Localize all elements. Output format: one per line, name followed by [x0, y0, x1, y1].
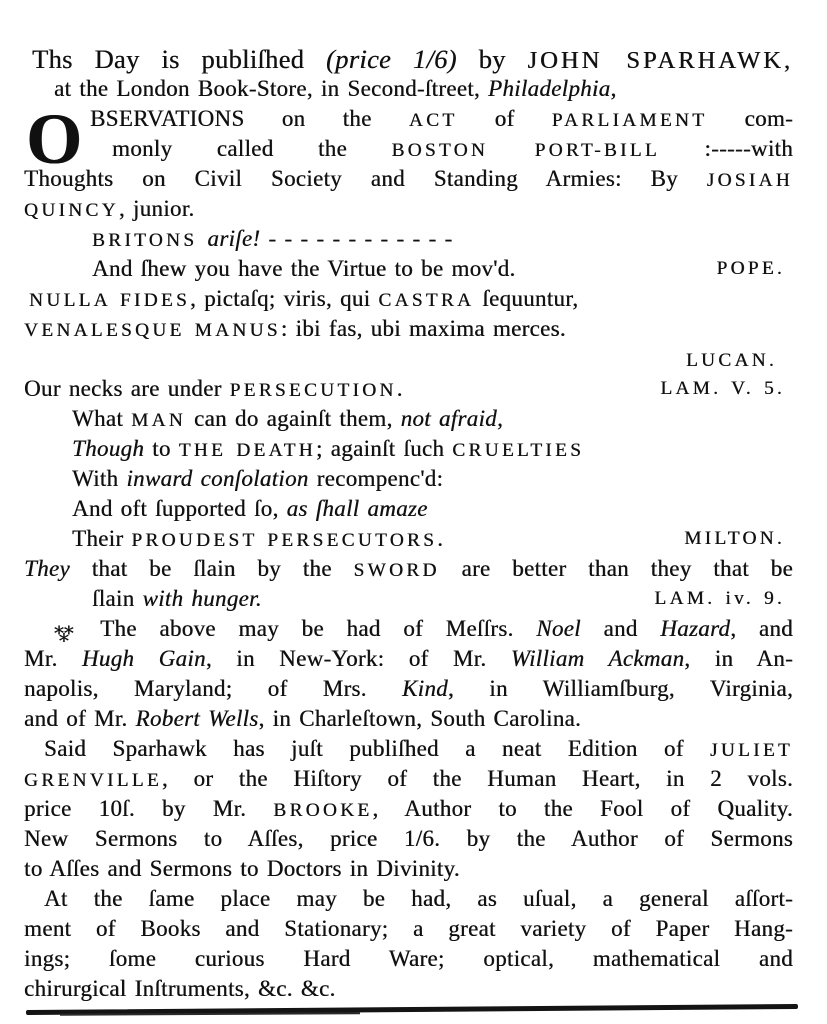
text-segment: ſlain	[92, 586, 143, 611]
text-segment: - - - - - - - - - - - -	[260, 226, 453, 251]
text-segment: JULIET	[710, 740, 793, 761]
text-segment: price 10ſ. by Mr.	[24, 796, 274, 821]
text-line	[24, 674, 793, 704]
text-segment: ; againſt ſuch	[315, 436, 453, 461]
text-segment: at the London Book-Store, in Second-ſtreet,	[54, 76, 488, 101]
text-segment: BOSTON PORT-BILL	[391, 140, 660, 161]
text-segment: , pictaſq; viris, qui	[189, 286, 379, 311]
text-line	[24, 134, 793, 164]
text-line	[24, 704, 793, 734]
text-line	[24, 494, 793, 524]
text-segment: NULLA FIDES	[29, 290, 190, 311]
text-line	[24, 794, 793, 824]
text-segment: William Ackman	[510, 646, 685, 671]
text-segment: LUCAN.	[685, 350, 777, 371]
text-line	[24, 404, 793, 434]
text-segment: BRITONS	[92, 230, 208, 251]
text-segment: Noel	[536, 616, 581, 641]
text-segment: At the ſame place may be had, as uſual, a general aſſort-	[44, 886, 793, 911]
text-segment: Robert Wells	[135, 706, 259, 731]
text-segment: that be ſlain by the	[69, 556, 354, 581]
text-line	[24, 434, 793, 464]
text-segment: , in New-York: of Mr.	[205, 646, 511, 671]
text-segment: They	[24, 556, 70, 581]
text-segment: monly called the	[112, 136, 392, 161]
text-line	[24, 734, 793, 764]
asterism-marker: ⁂	[54, 621, 74, 642]
text-segment: .	[396, 376, 403, 401]
text-segment: chirurgical Inſtruments, &c. &c.	[24, 976, 336, 1001]
text-segment: CRUELTIES	[452, 440, 585, 461]
text-segment: , or the Hiſtory of the Human Heart, in 2 vols.	[161, 766, 793, 791]
text-segment: Ths Day is publiſhed	[32, 44, 327, 74]
text-line	[24, 824, 793, 854]
text-segment: Mr.	[24, 646, 82, 671]
text-segment: New Sermons to Aſſes, price 1/6. by the Author of Sermons	[24, 826, 793, 851]
advert-lines	[24, 44, 793, 1004]
text-segment: And oft ſupported ſo,	[72, 496, 287, 521]
text-segment: not afraid,	[400, 406, 503, 431]
text-line	[24, 554, 793, 584]
text-segment: Philadelphia,	[488, 76, 617, 101]
text-line	[24, 194, 793, 224]
text-segment: of	[457, 106, 552, 131]
text-segment: napolis, Maryland; of Mrs.	[24, 676, 402, 701]
text-segment: PERSECUTION	[229, 380, 397, 401]
text-line	[24, 254, 793, 284]
text-segment: with hunger.	[142, 586, 262, 611]
text-segment: Hugh Gain	[81, 646, 206, 671]
text-segment: VENALESQUE MANUS	[24, 320, 281, 341]
text-segment: Though	[72, 436, 145, 461]
text-line	[24, 944, 793, 974]
text-segment: JOHN SPARHAWK,	[527, 47, 794, 74]
text-segment: , in Williamſburg, Virginia,	[447, 676, 793, 701]
text-segment: With	[72, 466, 127, 491]
text-segment: BSERVATIONS on the	[90, 106, 409, 131]
text-segment: QUINCY	[24, 200, 119, 221]
text-line	[24, 644, 793, 674]
text-line	[24, 884, 793, 914]
text-segment: And ſhew you have the Virtue to be mov'd.	[92, 256, 516, 281]
text-segment: , in An-	[684, 646, 794, 671]
text-line	[24, 614, 793, 644]
text-line	[24, 464, 793, 494]
text-segment: ariſe!	[207, 226, 261, 251]
text-segment: THE DEATH	[178, 440, 316, 461]
text-segment: .	[437, 526, 444, 551]
text-segment: MAN	[131, 410, 186, 431]
text-segment: ings; ſome curious Hard Ware; optical, mathematical and	[24, 946, 793, 971]
text-segment: PROUDEST PERSECUTORS	[131, 530, 438, 551]
text-line	[24, 284, 793, 314]
text-line	[24, 764, 793, 794]
text-segment: recompenc'd:	[308, 466, 444, 491]
text-segment: Said Sparhawk has juſt publiſhed a neat Edition of	[44, 736, 710, 761]
text-line	[24, 344, 793, 374]
text-segment: , Author to the Fool of Quality.	[372, 796, 793, 821]
text-segment: Kind	[401, 676, 448, 701]
text-segment: Our necks are under	[24, 376, 230, 401]
attribution: LAM. iv. 9.	[654, 588, 785, 609]
text-line	[24, 104, 793, 134]
text-segment: ACT	[408, 110, 458, 131]
text-segment: , junior.	[118, 196, 195, 221]
text-segment: com-	[707, 106, 793, 131]
text-segment: (price 1/6)	[326, 44, 479, 74]
text-line	[24, 44, 793, 74]
drop-cap-initial: O	[26, 99, 83, 179]
text-segment: PARLIAMENT	[551, 110, 708, 131]
attribution: MILTON.	[684, 528, 785, 549]
text-line	[24, 854, 793, 884]
text-line	[24, 374, 793, 404]
bottom-rule-secondary	[60, 1012, 360, 1016]
text-segment: GRENVILLE	[24, 770, 162, 791]
text-segment: and of Mr.	[24, 706, 136, 731]
text-segment: JOSIAH	[706, 170, 793, 191]
text-segment: :-----with	[659, 136, 793, 161]
text-line	[24, 584, 793, 614]
text-segment: ment of Books and Stationary; a great variety of Paper Hang-	[24, 916, 793, 941]
text-segment: to Aſſes and Sermons to Doctors in Divinity.	[24, 856, 460, 881]
text-segment: What	[72, 406, 132, 431]
text-line	[24, 314, 793, 344]
attribution: LAM. V. 5.	[660, 378, 785, 399]
text-segment: as ſhall amaze	[286, 496, 428, 521]
text-segment: ſequuntur,	[474, 286, 579, 311]
text-segment: Hazard	[660, 616, 731, 641]
text-segment: , in Charleſtown, South Carolina.	[258, 706, 582, 731]
text-segment: are better than they that be	[439, 556, 793, 581]
text-segment: SWORD	[353, 560, 440, 581]
text-segment: Thoughts on Civil Society and Standing Armies: By	[24, 166, 707, 191]
text-line	[24, 224, 793, 254]
text-segment: and	[580, 616, 661, 641]
text-line	[24, 914, 793, 944]
text-segment: by	[478, 44, 528, 74]
text-segment: can do againſt them,	[185, 406, 401, 431]
text-segment: inward conſolation	[126, 466, 309, 491]
text-line	[24, 974, 793, 1004]
attribution: POPE.	[716, 258, 785, 279]
text-line	[24, 164, 793, 194]
text-segment: to	[144, 436, 179, 461]
text-line	[24, 524, 793, 554]
text-segment: , and	[730, 616, 793, 641]
text-segment: The above may be had of Meſſrs.	[77, 616, 537, 641]
text-segment: Their	[72, 526, 132, 551]
text-line	[24, 74, 793, 104]
text-segment: BROOKE	[273, 800, 373, 821]
text-segment: CASTRA	[378, 290, 475, 311]
text-segment: : ibi fas, ubi maxima merces.	[280, 316, 566, 341]
